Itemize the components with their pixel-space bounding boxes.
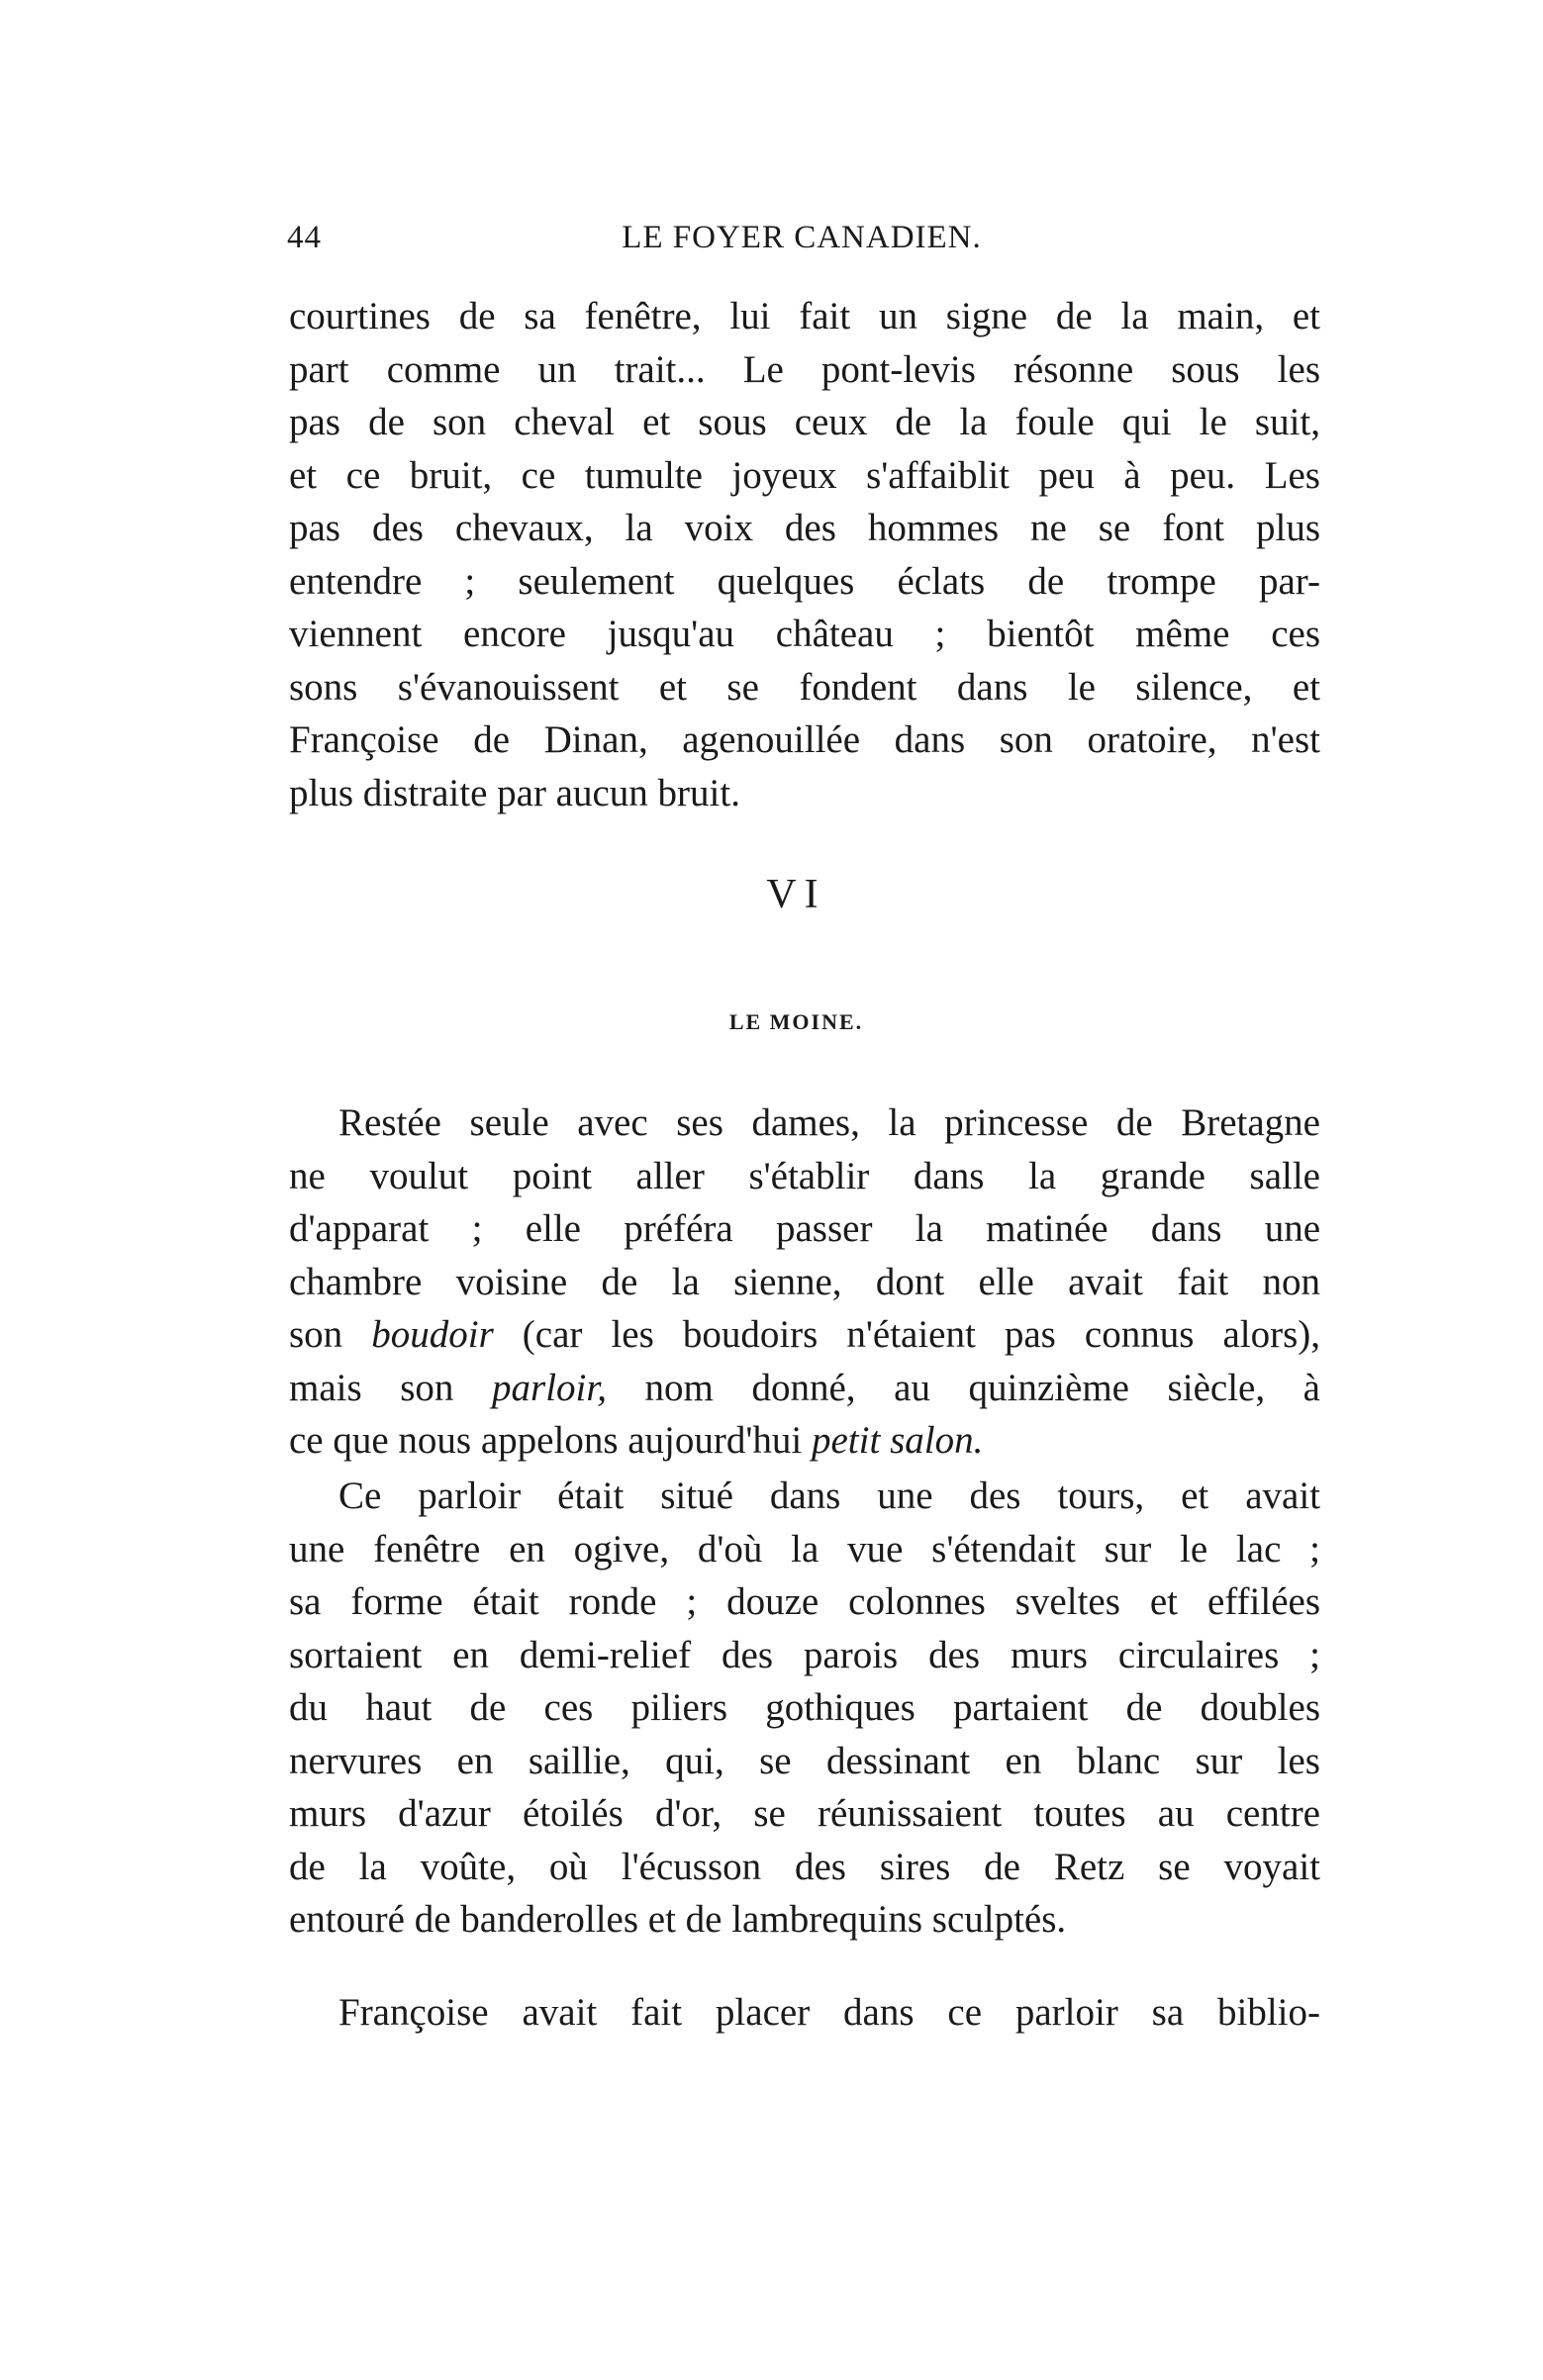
text-line: Ce parloir était situé dans une des tours, et avait	[338, 1475, 1320, 1517]
italic-term: petit salon.	[812, 1419, 984, 1462]
text-line: du haut de ces piliers gothiques partaient de doubles	[289, 1686, 1320, 1729]
text-line: nervures en saillie, qui, se dessinant en blanc sur les	[289, 1739, 1320, 1782]
text-line: d'apparat ; elle préféra passer la matinée dans une	[289, 1207, 1320, 1250]
text-line: ne voulut point aller s'établir dans la grande salle	[289, 1154, 1320, 1197]
text-line	[289, 1414, 1320, 1468]
text-run: (car les boudoirs n'étaient pas connus alors),	[493, 1313, 1320, 1356]
text-run: mais son	[289, 1366, 493, 1409]
text-line: sortaient en demi-relief des parois des murs circulaires ;	[289, 1633, 1320, 1676]
text-line: Françoise de Dinan, agenouillée dans son oratoire, n'est	[289, 718, 1320, 761]
text-line: part comme un trait... Le pont-levis résonne sous les	[289, 347, 1320, 391]
chapter-number: VI	[766, 872, 826, 917]
text-line: plus distraite par aucun bruit.	[289, 771, 740, 814]
text-line: Restée seule avec ses dames, la princesse de Bretagne	[338, 1101, 1320, 1144]
text-line: viennent encore jusqu'au château ; bientôt même ces	[289, 613, 1320, 655]
italic-term: parloir,	[492, 1366, 607, 1409]
text-line: chambre voisine de la sienne, dont elle avait fait non	[289, 1260, 1320, 1303]
page-number: 44	[287, 220, 322, 255]
italic-term: boudoir	[371, 1313, 494, 1356]
text-line	[289, 1362, 1320, 1415]
text-line: entendre ; seulement quelques éclats de trompe par-	[289, 559, 1320, 603]
text-line: pas de son cheval et sous ceux de la foule qui le suit,	[289, 401, 1320, 443]
paragraph	[289, 1470, 1320, 1947]
chapter-title: LE MOINE.	[728, 1009, 864, 1034]
text-line	[289, 1308, 1320, 1362]
text-line: pas des chevaux, la voix des hommes ne se font plus	[289, 507, 1320, 549]
text-line: sa forme était ronde ; douze colonnes sveltes et effilées	[289, 1580, 1320, 1623]
text-line: de la voûte, où l'écusson des sires de Retz se voyait	[289, 1845, 1320, 1888]
text-line: courtines de sa fenêtre, lui fait un signe de la main, et	[289, 295, 1320, 337]
paragraph	[289, 1096, 1320, 1468]
running-title: LE FOYER CANADIEN.	[622, 220, 982, 255]
text-run: ce que nous appelons aujourd'hui	[289, 1419, 812, 1462]
text-line: sons s'évanouissent et se fondent dans le silence, et	[289, 665, 1320, 709]
paragraph-continuation	[289, 290, 1320, 819]
text-line: entouré de banderolles et de lambrequins sculptés.	[289, 1898, 1067, 1941]
text-line: une fenêtre en ogive, d'où la vue s'étendait sur le lac ;	[289, 1527, 1320, 1571]
text-run: nom donné, au quinzième siècle, à	[606, 1366, 1320, 1409]
running-head	[287, 220, 1316, 267]
text-line: et ce bruit, ce tumulte joyeux s'affaiblit peu à peu. Les	[289, 453, 1320, 497]
text-line: murs d'azur étoilés d'or, se réunissaient toutes au centre	[289, 1792, 1320, 1835]
text-run: son	[289, 1313, 372, 1356]
text-line: Françoise avait fait placer dans ce parloir sa biblio-	[338, 1991, 1320, 2034]
paragraph	[289, 1986, 1320, 2040]
